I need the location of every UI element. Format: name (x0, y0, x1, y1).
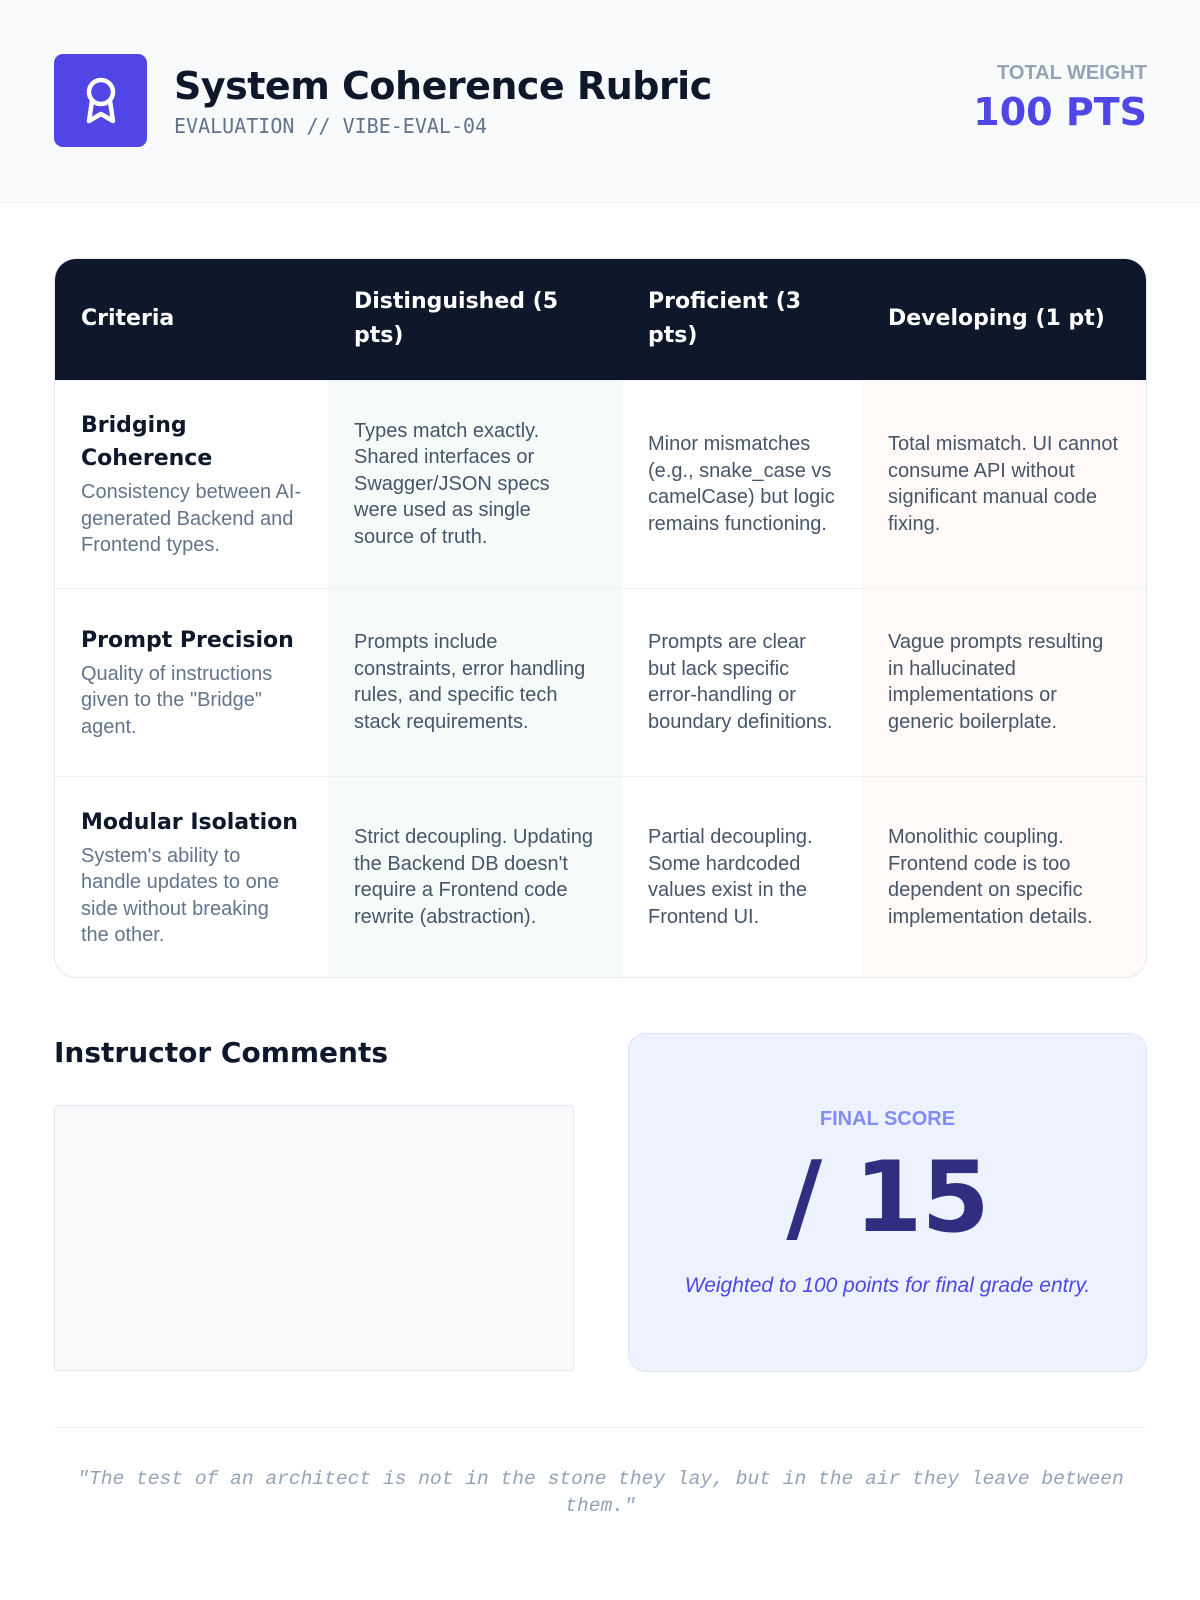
header-distinguished: Distinguished (5 pts) (354, 289, 559, 349)
final-score-label: FINAL SCORE (819, 1108, 956, 1130)
developing-cell: Total mismatch. UI cannot consume API without significant manual code fixing. (862, 380, 1147, 588)
criterion-cell (55, 776, 328, 978)
distinguished-cell: Prompts include constraints, error handling rules, and specific tech stack requirements. (328, 588, 622, 776)
developing-cell: Vague prompts resulting in hallucinated implementations or generic boilerplate. (862, 588, 1147, 776)
developing-cell: Monolithic coupling. Frontend code is too dependent on specific implementation details. (862, 776, 1147, 978)
total-weight-value: 100 PTS (973, 90, 1147, 134)
proficient-cell: Prompts are clear but lack specific error-handling or boundary definitions. (622, 588, 862, 776)
criterion-title: Prompt Precision (81, 627, 294, 653)
page-header (0, 0, 1200, 203)
page-subtitle: EVALUATION // VIBE-EVAL-04 (174, 114, 488, 138)
proficient-cell: Partial decoupling. Some hardcoded values exist in the Frontend UI. (622, 776, 862, 978)
total-weight-label: TOTAL WEIGHT (997, 62, 1147, 84)
comments-field[interactable] (54, 1105, 574, 1371)
final-score-value: / 15 (786, 1141, 989, 1255)
table-row (55, 588, 1147, 776)
header-proficient: Proficient (3 pts) (648, 289, 802, 349)
final-score-note: Weighted to 100 points for final grade entry. (684, 1274, 1091, 1297)
page-title: System Coherence Rubric (174, 64, 712, 108)
criterion-description: System's ability to handle updates to one side without breaking the other. (81, 844, 279, 947)
comments-title: Instructor Comments (54, 1036, 389, 1069)
criterion-title: Bridging Coherence (81, 413, 213, 472)
criterion-cell (55, 380, 328, 588)
footer-quote: "The test of an architect is not in the stone they lay, but in the air they leave between them." (77, 1468, 1124, 1517)
header-developing: Developing (1 pt) (888, 306, 1105, 332)
proficient-cell: Minor mismatches (e.g., snake_case vs camelCase) but logic remains functioning. (622, 380, 862, 588)
divider (54, 1427, 1147, 1428)
logo (54, 54, 147, 147)
distinguished-cell: Types match exactly. Shared interfaces or Swagger/JSON specs were used as single source of truth. (328, 380, 622, 588)
criterion-description: Consistency between AI-generated Backend and Frontend types. (81, 481, 302, 557)
table-row (55, 776, 1147, 978)
award-ribbon-icon (81, 75, 121, 127)
criterion-title: Modular Isolation (81, 809, 298, 835)
criterion-description: Quality of instructions given to the "Bridge" agent. (81, 662, 273, 738)
rubric-table (54, 258, 1147, 978)
distinguished-cell: Strict decoupling. Updating the Backend DB doesn't require a Frontend code rewrite (abstraction). (328, 776, 622, 978)
header-criteria: Criteria (81, 306, 175, 332)
table-header-row (55, 259, 1147, 380)
table-row (55, 380, 1147, 588)
criterion-cell (55, 588, 328, 776)
final-score-card (628, 1033, 1147, 1372)
